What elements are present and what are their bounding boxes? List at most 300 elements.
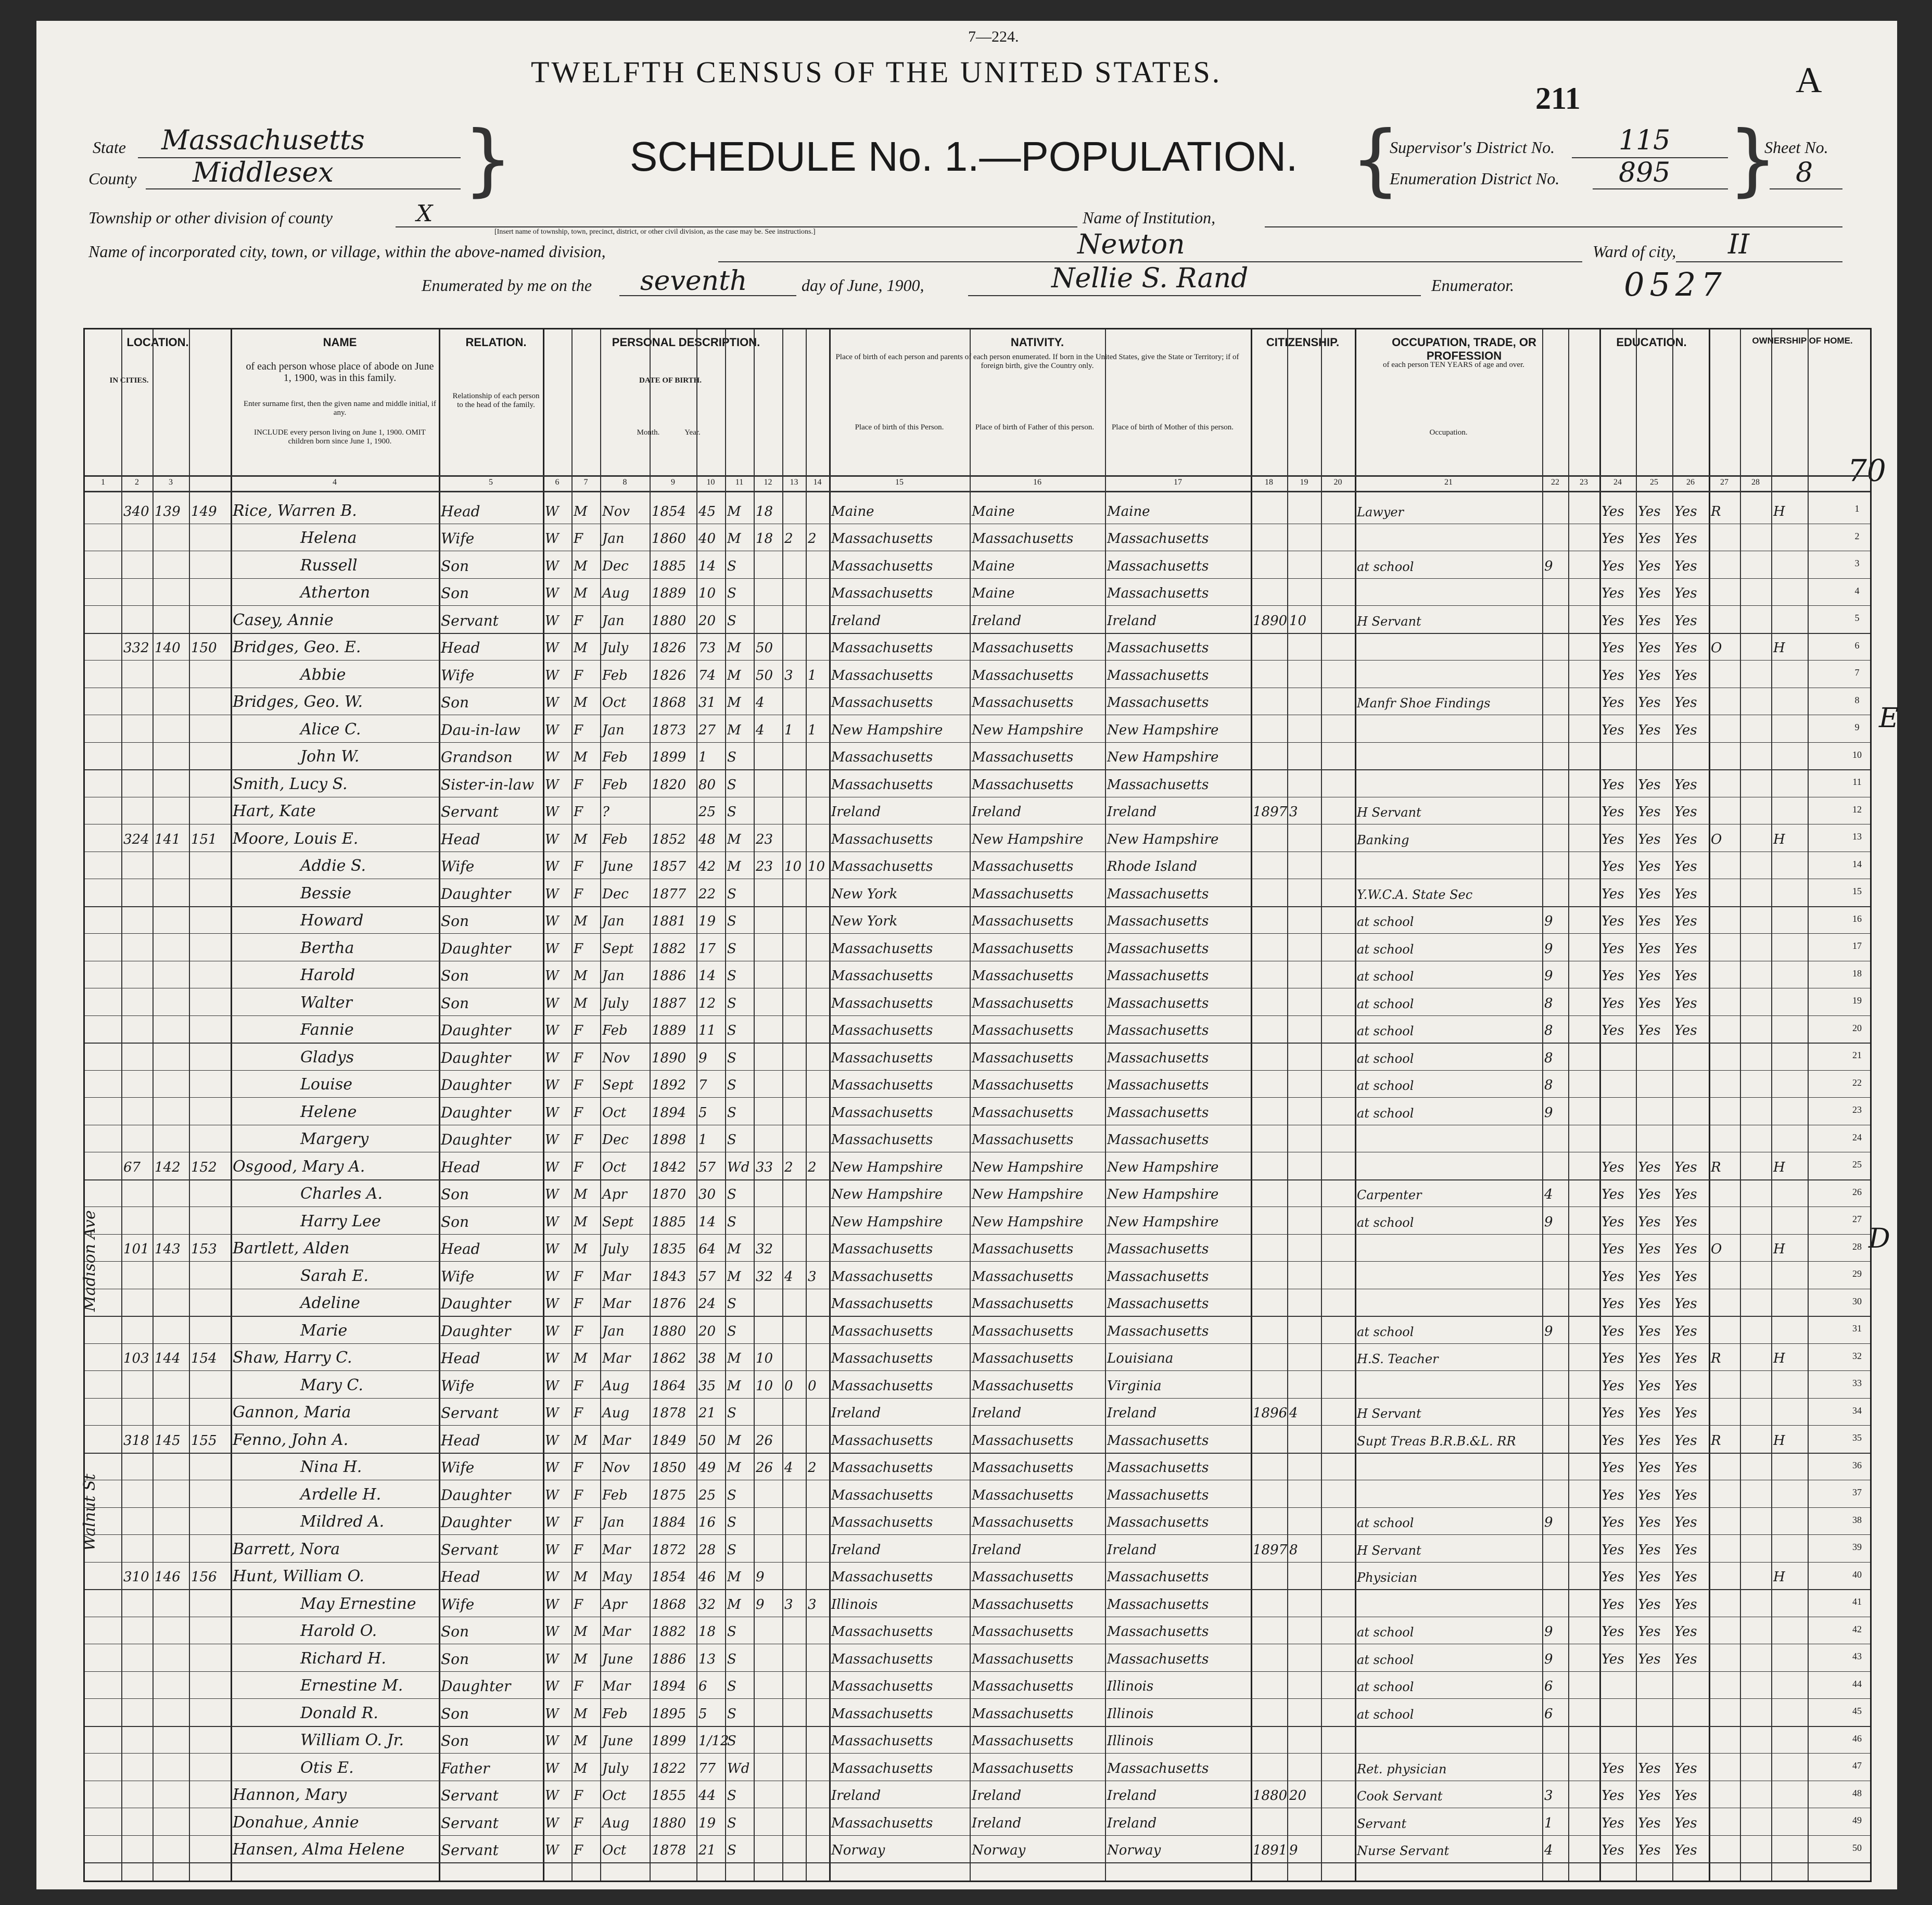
cell-write: Yes — [1638, 1596, 1661, 1612]
sheet-no-value: 8 — [1796, 157, 1813, 188]
cell-eng: Yes — [1674, 1651, 1697, 1667]
cell-yrs: 18 — [756, 531, 773, 547]
cell-pobf: Massachusetts — [972, 531, 1074, 547]
cell-name: Richard H. — [300, 1649, 386, 1668]
column-number: 5 — [489, 478, 493, 487]
cell-color: W — [545, 968, 559, 984]
cell-rel: Wife — [441, 1459, 475, 1476]
cell-rel: Daughter — [441, 1322, 511, 1340]
cell-age: 20 — [698, 613, 716, 629]
cell-pob: Massachusetts — [831, 1104, 933, 1121]
cell-write: Yes — [1638, 1187, 1661, 1202]
cell-year: 1884 — [652, 1515, 687, 1530]
cell-color: W — [545, 1378, 559, 1394]
cell-year: 1878 — [652, 1405, 687, 1421]
cell-own: R — [1711, 503, 1721, 519]
cell-imm: 1897 — [1253, 804, 1288, 820]
cell-month: June — [602, 1733, 633, 1749]
cell-occ: H Servant — [1357, 805, 1421, 820]
cell-dw: 141 — [155, 831, 181, 847]
cell-month: ? — [602, 804, 609, 820]
cell-pob: Massachusetts — [831, 1815, 933, 1831]
cell-dw: 140 — [155, 640, 181, 656]
cell-write: Yes — [1638, 804, 1661, 820]
cell-mar: S — [727, 1515, 736, 1530]
row-divider — [85, 933, 1870, 934]
cell-sex: F — [574, 722, 583, 738]
cell-house: 103 — [123, 1351, 149, 1366]
cell-age: 44 — [698, 1788, 716, 1804]
cell-age: 21 — [698, 1405, 716, 1421]
row-number: 37 — [1852, 1487, 1862, 1497]
cell-sex: F — [574, 777, 583, 793]
cell-mar: S — [727, 1187, 736, 1202]
cell-rel: Servant — [441, 1404, 499, 1421]
census-sheet — [36, 21, 1897, 1889]
cell-sex: M — [574, 1214, 588, 1230]
cell-eng: Yes — [1674, 1596, 1697, 1612]
cell-read: Yes — [1601, 1268, 1624, 1285]
cell-pob: Massachusetts — [831, 1515, 933, 1530]
cell-house: 318 — [123, 1432, 149, 1449]
cell-sex: M — [574, 586, 588, 601]
column-divider — [1105, 329, 1106, 1881]
column-divider — [231, 329, 232, 1881]
cell-year: 1835 — [652, 1241, 687, 1257]
cell-read: Yes — [1601, 613, 1624, 629]
cell-pob: Massachusetts — [831, 1241, 933, 1257]
cell-sex: F — [574, 1405, 583, 1421]
cell-write: Yes — [1638, 1268, 1661, 1285]
cell-pob: Massachusetts — [831, 1050, 933, 1066]
cell-name: Gannon, Maria — [233, 1403, 351, 1421]
cell-eng: Yes — [1674, 1268, 1697, 1285]
cell-sex: M — [574, 1651, 588, 1667]
cell-pobf: Massachusetts — [972, 1351, 1074, 1366]
cell-year: 1822 — [652, 1760, 687, 1776]
cell-rel: Head — [441, 1158, 480, 1176]
cell-pob: Illinois — [831, 1596, 878, 1612]
cell-occ: Manfr Shoe Findings — [1357, 696, 1491, 710]
cell-usy: 4 — [1289, 1405, 1298, 1421]
cell-month: Jan — [602, 1323, 625, 1339]
cell-occ: at school — [1357, 942, 1414, 957]
cell-month: July — [602, 995, 629, 1011]
cell-name: Sarah E. — [300, 1266, 368, 1285]
row-number: 18 — [1852, 968, 1862, 979]
column-divider — [152, 329, 154, 1881]
cell-mar: S — [727, 1323, 736, 1339]
cell-pob: Massachusetts — [831, 1760, 933, 1776]
cell-eng: Yes — [1674, 1843, 1697, 1858]
cell-ch: 0 — [784, 1378, 793, 1394]
cell-pob: Massachusetts — [831, 777, 933, 793]
cell-rel: Son — [441, 912, 469, 930]
cell-write: Yes — [1638, 1542, 1661, 1558]
cell-yrs: 32 — [756, 1268, 773, 1285]
cell-dw: 139 — [155, 503, 181, 519]
cell-fam: 150 — [191, 640, 217, 656]
cell-mar: S — [727, 750, 736, 765]
cell-color: W — [545, 1733, 559, 1749]
enumerator-name: Nellie S. Rand — [1051, 263, 1249, 294]
cell-eng: Yes — [1674, 531, 1697, 547]
cell-occ: Ret. physician — [1357, 1761, 1447, 1776]
cell-month: Mar — [602, 1432, 631, 1449]
cell-age: 27 — [698, 722, 716, 738]
cell-month: Feb — [602, 777, 628, 793]
cell-occ: at school — [1357, 1625, 1414, 1640]
cell-read: Yes — [1601, 531, 1624, 547]
column-number: 11 — [735, 478, 744, 487]
column-divider — [1355, 329, 1356, 1881]
cell-pobm: Massachusetts — [1107, 667, 1209, 683]
cell-name: Hunt, William O. — [233, 1567, 364, 1585]
row-number: 32 — [1852, 1350, 1862, 1361]
cell-color: W — [545, 1760, 559, 1776]
right-brace-open: { — [1351, 115, 1401, 205]
cell-eng: Yes — [1674, 1378, 1697, 1394]
cell-pobm: Illinois — [1107, 1706, 1154, 1722]
cell-color: W — [545, 1159, 559, 1175]
cell-mar: S — [727, 558, 736, 574]
cell-age: 19 — [698, 913, 716, 929]
cell-write: Yes — [1638, 503, 1661, 519]
cell-read: Yes — [1601, 667, 1624, 683]
row-number: 31 — [1852, 1323, 1862, 1334]
cell-farm: H — [1773, 1569, 1785, 1585]
cell-eng: Yes — [1674, 695, 1697, 710]
cell-year: 1880 — [652, 1815, 687, 1831]
cell-year: 1886 — [652, 968, 687, 984]
cell-mar: S — [727, 586, 736, 601]
cell-year: 1843 — [652, 1268, 687, 1285]
cell-house: 324 — [123, 831, 149, 847]
pob-father-label: Place of birth of Father of this person. — [975, 423, 1095, 431]
cell-mar: S — [727, 1542, 736, 1558]
cell-imm: 1880 — [1253, 1788, 1288, 1804]
cell-month: Jan — [602, 722, 625, 738]
cell-rel: Son — [441, 967, 469, 984]
cell-usy: 10 — [1289, 613, 1307, 629]
cell-dw: 143 — [155, 1241, 181, 1257]
cell-sex: F — [574, 1815, 583, 1831]
cell-mo: 6 — [1544, 1679, 1553, 1694]
column-divider — [806, 329, 807, 1881]
cell-eng: Yes — [1674, 1487, 1697, 1503]
cell-rel: Wife — [441, 666, 475, 684]
cell-year: 1886 — [652, 1651, 687, 1667]
cell-pobf: Massachusetts — [972, 695, 1074, 710]
row-divider — [85, 1343, 1870, 1344]
cell-occ: Supt Treas B.R.B.&L. RR — [1357, 1433, 1516, 1449]
cell-sex: F — [574, 941, 583, 957]
cell-mar: S — [727, 613, 736, 629]
row-number: 30 — [1852, 1296, 1862, 1306]
cell-age: 30 — [698, 1187, 716, 1202]
cell-rel: Son — [441, 1213, 469, 1230]
pob-mother-label: Place of birth of Mother of this person. — [1111, 423, 1234, 431]
sheet-no-label: Sheet No. — [1764, 138, 1828, 157]
cell-name: Bridges, Geo. E. — [233, 638, 361, 656]
cell-age: 45 — [698, 503, 716, 519]
cell-read: Yes — [1601, 695, 1624, 710]
cell-rel: Wife — [441, 858, 475, 875]
cell-pobf: Massachusetts — [972, 913, 1074, 929]
row-number: 45 — [1852, 1706, 1862, 1716]
cell-age: 57 — [698, 1268, 716, 1285]
cell-fam: 152 — [191, 1159, 217, 1175]
cell-month: May — [602, 1569, 632, 1585]
row-number: 48 — [1852, 1787, 1862, 1798]
cell-rel: Daughter — [441, 1076, 511, 1094]
cell-pobf: Massachusetts — [972, 1733, 1074, 1749]
state-value: Massachusetts — [161, 125, 365, 156]
cell-name: Hannon, Mary — [233, 1786, 347, 1804]
cell-mo: 9 — [1544, 558, 1553, 574]
cell-age: 6 — [698, 1679, 707, 1694]
cell-pobm: Ireland — [1107, 1405, 1157, 1421]
cell-color: W — [545, 1624, 559, 1640]
cell-occ: at school — [1357, 1707, 1414, 1722]
cell-rel: Wife — [441, 1377, 475, 1394]
cell-pobf: New Hampshire — [972, 722, 1084, 738]
cell-eng: Yes — [1674, 1187, 1697, 1202]
enumeration-line — [1593, 188, 1728, 189]
cell-month: Mar — [602, 1351, 631, 1366]
cell-write: Yes — [1638, 1241, 1661, 1257]
occupation-col-label: Occupation. — [1429, 428, 1468, 437]
month-label: Month. — [637, 428, 660, 437]
cell-color: W — [545, 1460, 559, 1476]
column-divider — [650, 329, 651, 1881]
cell-ch: 3 — [784, 667, 793, 683]
cell-month: July — [602, 640, 629, 656]
column-number: 19 — [1300, 478, 1308, 487]
cell-month: Feb — [602, 750, 628, 765]
cell-month: Jan — [602, 531, 625, 547]
cell-pobf: Massachusetts — [972, 1487, 1074, 1503]
cell-sex: M — [574, 695, 588, 710]
cell-rel: Son — [441, 585, 469, 602]
cell-month: Jan — [602, 613, 625, 629]
cell-month: Nov — [602, 503, 630, 519]
row-divider — [85, 1425, 1870, 1426]
cell-rel: Head — [441, 1240, 480, 1258]
column-number: 6 — [555, 478, 560, 487]
cell-pobf: Massachusetts — [972, 1241, 1074, 1257]
cell-month: Mar — [602, 1624, 631, 1640]
column-number: 24 — [1613, 478, 1622, 487]
cell-mar: M — [727, 640, 741, 656]
cell-house: 101 — [123, 1241, 149, 1257]
cell-pobf: Massachusetts — [972, 1050, 1074, 1066]
cell-name: Marie — [300, 1321, 348, 1340]
cell-pobm: Rhode Island — [1107, 859, 1198, 874]
cell-age: 80 — [698, 777, 716, 793]
cell-month: Sept — [602, 941, 634, 957]
cell-pobf: Massachusetts — [972, 859, 1074, 874]
cell-read: Yes — [1601, 1515, 1624, 1530]
cell-name: Ernestine M. — [300, 1677, 403, 1695]
cell-pobf: Ireland — [972, 1788, 1022, 1804]
cell-color: W — [545, 995, 559, 1011]
cell-name: Fenno, John A. — [233, 1430, 349, 1449]
cell-sex: F — [574, 1296, 583, 1312]
row-number: 22 — [1852, 1077, 1862, 1088]
row-number: 44 — [1852, 1678, 1862, 1689]
county-line — [146, 188, 461, 189]
row-divider — [85, 769, 1870, 770]
cell-pobf: Massachusetts — [972, 1651, 1074, 1667]
column-number: 21 — [1444, 478, 1453, 487]
cell-year: 1895 — [652, 1706, 687, 1722]
cell-age: 14 — [698, 1214, 716, 1230]
cell-eng: Yes — [1674, 1542, 1697, 1558]
cell-month: June — [602, 1651, 633, 1667]
cell-sex: F — [574, 1515, 583, 1530]
cell-read: Yes — [1601, 968, 1624, 984]
row-divider — [85, 1726, 1870, 1727]
cell-dw: 144 — [155, 1351, 181, 1366]
cell-year: 1878 — [652, 1843, 687, 1858]
row-number: 42 — [1852, 1623, 1862, 1634]
cell-pobm: Massachusetts — [1107, 1515, 1209, 1530]
schedule-title: SCHEDULE No. 1.—POPULATION. — [630, 133, 1298, 180]
column-number: 2 — [135, 478, 139, 487]
cell-rel: Daughter — [441, 1295, 511, 1312]
cell-read: Yes — [1601, 558, 1624, 574]
column-divider — [754, 329, 755, 1881]
cell-sex: M — [574, 1351, 588, 1366]
cell-sex: M — [574, 1733, 588, 1749]
cell-mar: S — [727, 1405, 736, 1421]
cell-color: W — [545, 1596, 559, 1612]
cell-pobm: Massachusetts — [1107, 941, 1209, 957]
cell-rel: Servant — [441, 1541, 499, 1558]
cell-year: 1876 — [652, 1296, 687, 1312]
cell-month: Mar — [602, 1268, 631, 1285]
group-nativity: NATIVITY. — [1010, 336, 1064, 349]
cell-pob: Massachusetts — [831, 831, 933, 847]
cell-mar: S — [727, 886, 736, 902]
cell-liv: 1 — [808, 667, 817, 683]
cell-read: Yes — [1601, 995, 1624, 1011]
cell-rel: Head — [441, 830, 480, 848]
cell-read: Yes — [1601, 503, 1624, 519]
cell-read: Yes — [1601, 1241, 1624, 1257]
cell-pob: Massachusetts — [831, 640, 933, 656]
row-number: 7 — [1854, 667, 1860, 678]
cell-mar: S — [727, 1104, 736, 1121]
cell-pobf: New Hampshire — [972, 1159, 1084, 1175]
cell-eng: Yes — [1674, 859, 1697, 874]
cell-mar: S — [727, 1023, 736, 1038]
cell-rel: Daughter — [441, 939, 511, 957]
column-divider — [1636, 329, 1637, 1881]
cell-rel: Dau-in-law — [441, 721, 520, 739]
cell-sex: F — [574, 1077, 583, 1093]
cell-write: Yes — [1638, 667, 1661, 683]
cell-pobf: New Hampshire — [972, 1214, 1084, 1230]
cell-color: W — [545, 1679, 559, 1694]
row-number: 40 — [1852, 1569, 1862, 1580]
cell-sex: M — [574, 831, 588, 847]
margin-note-d: D — [1869, 1223, 1890, 1254]
cell-age: 42 — [698, 859, 716, 874]
cell-year: 1894 — [652, 1679, 687, 1694]
cell-sex: M — [574, 1624, 588, 1640]
row-divider — [85, 1589, 1870, 1590]
cell-mo: 9 — [1544, 968, 1553, 984]
cell-eng: Yes — [1674, 886, 1697, 902]
cell-month: Oct — [602, 1788, 627, 1804]
enumerated-day: seventh — [640, 265, 747, 297]
cell-mo: 4 — [1544, 1187, 1553, 1202]
cell-rel: Son — [441, 1732, 469, 1749]
cell-read: Yes — [1601, 804, 1624, 820]
cell-name: Rice, Warren B. — [233, 501, 357, 520]
cell-rel: Servant — [441, 1841, 499, 1859]
cell-color: W — [545, 1815, 559, 1831]
cell-color: W — [545, 1077, 559, 1093]
column-number: 15 — [895, 478, 904, 487]
column-divider — [1808, 329, 1809, 1881]
cell-color: W — [545, 1268, 559, 1285]
cell-rel: Servant — [441, 1814, 499, 1832]
row-divider — [85, 1534, 1870, 1535]
cell-liv: 0 — [808, 1378, 817, 1394]
cell-pobf: Massachusetts — [972, 968, 1074, 984]
row-number: 33 — [1852, 1378, 1862, 1388]
cell-liv: 10 — [808, 859, 825, 874]
cell-farm: H — [1773, 1351, 1785, 1366]
cell-pobm: New Hampshire — [1107, 1187, 1219, 1202]
cell-name: Helene — [300, 1102, 357, 1121]
cell-eng: Yes — [1674, 1323, 1697, 1339]
cell-write: Yes — [1638, 531, 1661, 547]
cell-pobm: New Hampshire — [1107, 1159, 1219, 1175]
row-divider — [85, 1043, 1870, 1044]
cell-imm: 1896 — [1253, 1405, 1288, 1421]
cell-name: Howard — [300, 911, 364, 930]
cell-year: 1875 — [652, 1487, 687, 1503]
cell-sex: M — [574, 750, 588, 765]
cell-write: Yes — [1638, 1351, 1661, 1366]
cell-fam: 156 — [191, 1569, 217, 1585]
cell-year: 1899 — [652, 1733, 687, 1749]
cell-name: Russell — [300, 556, 358, 575]
cell-age: 18 — [698, 1624, 716, 1640]
cell-write: Yes — [1638, 886, 1661, 902]
cell-year: 1890 — [652, 1050, 687, 1066]
cell-mo: 9 — [1544, 941, 1553, 957]
cell-mo: 9 — [1544, 1323, 1553, 1339]
cell-name: Mary C. — [300, 1376, 363, 1394]
cell-yrs: 26 — [756, 1460, 773, 1476]
cell-eng: Yes — [1674, 1432, 1697, 1449]
cell-pobf: Maine — [972, 503, 1015, 519]
cell-mar: M — [727, 1432, 741, 1449]
cell-pob: New Hampshire — [831, 1214, 943, 1230]
row-number: 15 — [1852, 886, 1862, 896]
cell-write: Yes — [1638, 1788, 1661, 1804]
cell-color: W — [545, 1296, 559, 1312]
cell-eng: Yes — [1674, 777, 1697, 793]
cell-farm: H — [1773, 1432, 1785, 1449]
cell-mar: M — [727, 1460, 741, 1476]
cell-occ: H Servant — [1357, 1406, 1421, 1421]
